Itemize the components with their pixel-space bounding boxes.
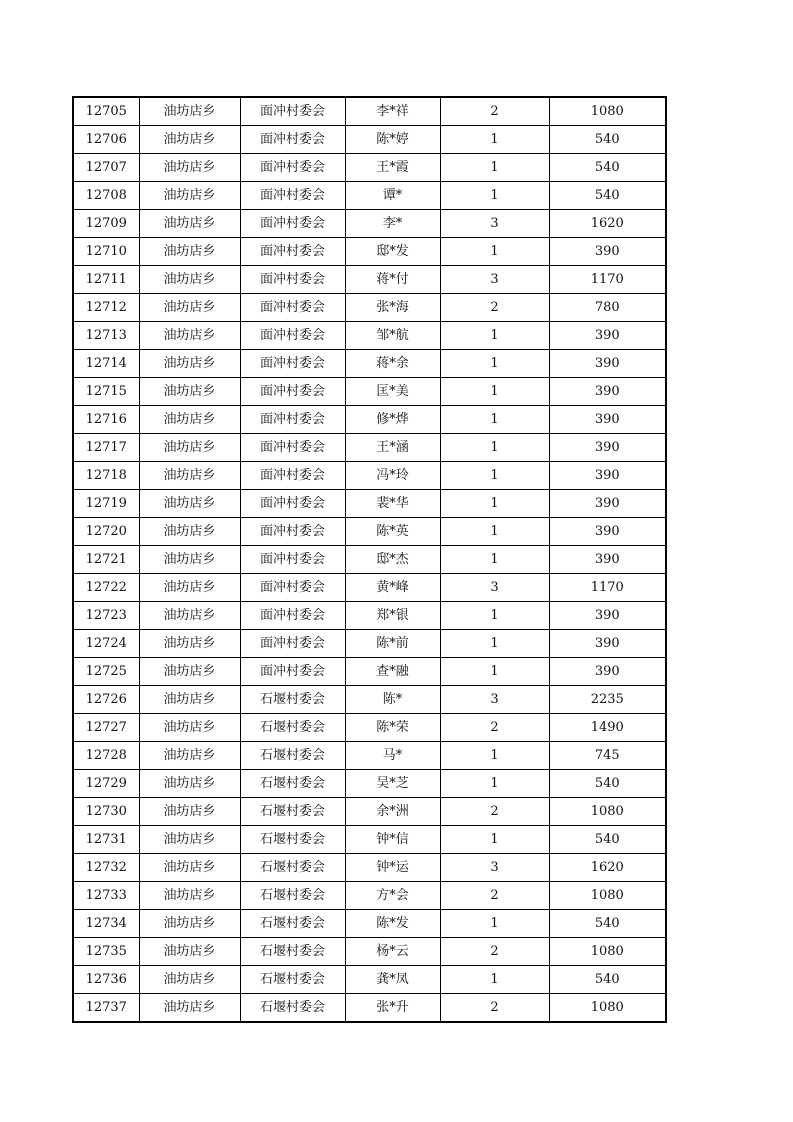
- household-size-cell: 1: [440, 322, 549, 350]
- record-number-cell: 12728: [73, 742, 139, 770]
- township-cell: 油坊店乡: [139, 770, 240, 798]
- amount-cell: 1620: [549, 854, 666, 882]
- record-number-cell: 12708: [73, 182, 139, 210]
- township-cell: 油坊店乡: [139, 518, 240, 546]
- amount-cell: 1080: [549, 798, 666, 826]
- township-cell: 油坊店乡: [139, 266, 240, 294]
- village-committee-cell: 石堰村委会: [240, 994, 345, 1023]
- record-number-cell: 12706: [73, 126, 139, 154]
- village-committee-cell: 面冲村委会: [240, 406, 345, 434]
- name-cell: 邹*航: [345, 322, 440, 350]
- village-committee-cell: 面冲村委会: [240, 574, 345, 602]
- name-cell: 钟*信: [345, 826, 440, 854]
- table-row: [73, 854, 666, 882]
- amount-cell: 390: [549, 462, 666, 490]
- record-number-cell: 12716: [73, 406, 139, 434]
- record-number-cell: 12721: [73, 546, 139, 574]
- township-cell: 油坊店乡: [139, 154, 240, 182]
- village-committee-cell: 石堰村委会: [240, 770, 345, 798]
- table-row: [73, 518, 666, 546]
- household-size-cell: 1: [440, 182, 549, 210]
- amount-cell: 390: [549, 546, 666, 574]
- record-number-cell: 12733: [73, 882, 139, 910]
- record-number-cell: 12727: [73, 714, 139, 742]
- household-size-cell: 1: [440, 910, 549, 938]
- record-number-cell: 12735: [73, 938, 139, 966]
- household-size-cell: 1: [440, 658, 549, 686]
- township-cell: 油坊店乡: [139, 658, 240, 686]
- township-cell: 油坊店乡: [139, 182, 240, 210]
- amount-cell: 540: [549, 770, 666, 798]
- table-row: [73, 714, 666, 742]
- amount-cell: 540: [549, 826, 666, 854]
- name-cell: 张*海: [345, 294, 440, 322]
- township-cell: 油坊店乡: [139, 994, 240, 1023]
- table-row: [73, 798, 666, 826]
- name-cell: 匡*美: [345, 378, 440, 406]
- name-cell: 李*祥: [345, 97, 440, 126]
- village-committee-cell: 面冲村委会: [240, 518, 345, 546]
- amount-cell: 1170: [549, 266, 666, 294]
- township-cell: 油坊店乡: [139, 546, 240, 574]
- amount-cell: 390: [549, 602, 666, 630]
- amount-cell: 1080: [549, 97, 666, 126]
- household-size-cell: 3: [440, 686, 549, 714]
- table-row: [73, 826, 666, 854]
- amount-cell: 390: [549, 322, 666, 350]
- village-committee-cell: 面冲村委会: [240, 602, 345, 630]
- household-size-cell: 1: [440, 770, 549, 798]
- table-row: [73, 938, 666, 966]
- name-cell: 张*升: [345, 994, 440, 1023]
- township-cell: 油坊店乡: [139, 854, 240, 882]
- table-row: [73, 97, 666, 126]
- township-cell: 油坊店乡: [139, 602, 240, 630]
- amount-cell: 1080: [549, 994, 666, 1023]
- name-cell: 吴*芝: [345, 770, 440, 798]
- township-cell: 油坊店乡: [139, 294, 240, 322]
- household-size-cell: 1: [440, 630, 549, 658]
- village-committee-cell: 面冲村委会: [240, 154, 345, 182]
- household-size-cell: 1: [440, 378, 549, 406]
- village-committee-cell: 石堰村委会: [240, 798, 345, 826]
- township-cell: 油坊店乡: [139, 938, 240, 966]
- amount-cell: 540: [549, 966, 666, 994]
- data-table: [72, 96, 667, 1023]
- amount-cell: 540: [549, 910, 666, 938]
- village-committee-cell: 面冲村委会: [240, 462, 345, 490]
- township-cell: 油坊店乡: [139, 378, 240, 406]
- name-cell: 陈*发: [345, 910, 440, 938]
- household-size-cell: 1: [440, 350, 549, 378]
- table-row: [73, 546, 666, 574]
- table-row: [73, 322, 666, 350]
- village-committee-cell: 面冲村委会: [240, 97, 345, 126]
- name-cell: 裴*华: [345, 490, 440, 518]
- household-size-cell: 1: [440, 434, 549, 462]
- household-size-cell: 2: [440, 714, 549, 742]
- name-cell: 钟*运: [345, 854, 440, 882]
- village-committee-cell: 面冲村委会: [240, 434, 345, 462]
- township-cell: 油坊店乡: [139, 434, 240, 462]
- table-row: [73, 266, 666, 294]
- amount-cell: 540: [549, 126, 666, 154]
- name-cell: 杨*云: [345, 938, 440, 966]
- township-cell: 油坊店乡: [139, 826, 240, 854]
- household-size-cell: 1: [440, 462, 549, 490]
- township-cell: 油坊店乡: [139, 686, 240, 714]
- village-committee-cell: 石堰村委会: [240, 966, 345, 994]
- name-cell: 余*洲: [345, 798, 440, 826]
- name-cell: 蒋*余: [345, 350, 440, 378]
- name-cell: 邸*发: [345, 238, 440, 266]
- amount-cell: 1620: [549, 210, 666, 238]
- township-cell: 油坊店乡: [139, 798, 240, 826]
- household-size-cell: 3: [440, 574, 549, 602]
- table-row: [73, 994, 666, 1023]
- table-row: [73, 462, 666, 490]
- table-row: [73, 406, 666, 434]
- township-cell: 油坊店乡: [139, 490, 240, 518]
- township-cell: 油坊店乡: [139, 714, 240, 742]
- village-committee-cell: 石堰村委会: [240, 938, 345, 966]
- name-cell: 王*涵: [345, 434, 440, 462]
- name-cell: 修*烨: [345, 406, 440, 434]
- township-cell: 油坊店乡: [139, 574, 240, 602]
- household-size-cell: 2: [440, 97, 549, 126]
- table-row: [73, 770, 666, 798]
- household-size-cell: 1: [440, 966, 549, 994]
- amount-cell: 390: [549, 378, 666, 406]
- amount-cell: 390: [549, 434, 666, 462]
- village-committee-cell: 面冲村委会: [240, 658, 345, 686]
- table-row: [73, 182, 666, 210]
- amount-cell: 390: [549, 238, 666, 266]
- township-cell: 油坊店乡: [139, 210, 240, 238]
- village-committee-cell: 面冲村委会: [240, 210, 345, 238]
- record-number-cell: 12705: [73, 97, 139, 126]
- village-committee-cell: 石堰村委会: [240, 882, 345, 910]
- household-size-cell: 1: [440, 406, 549, 434]
- township-cell: 油坊店乡: [139, 882, 240, 910]
- table-row: [73, 686, 666, 714]
- record-number-cell: 12730: [73, 798, 139, 826]
- township-cell: 油坊店乡: [139, 966, 240, 994]
- amount-cell: 390: [549, 490, 666, 518]
- household-size-cell: 1: [440, 126, 549, 154]
- village-committee-cell: 石堰村委会: [240, 714, 345, 742]
- township-cell: 油坊店乡: [139, 97, 240, 126]
- table-row: [73, 910, 666, 938]
- name-cell: 王*霞: [345, 154, 440, 182]
- record-number-cell: 12723: [73, 602, 139, 630]
- name-cell: 陈*荣: [345, 714, 440, 742]
- household-size-cell: 1: [440, 546, 549, 574]
- name-cell: 陈*英: [345, 518, 440, 546]
- township-cell: 油坊店乡: [139, 406, 240, 434]
- name-cell: 谭*: [345, 182, 440, 210]
- name-cell: 陈*前: [345, 630, 440, 658]
- record-number-cell: 12712: [73, 294, 139, 322]
- amount-cell: 2235: [549, 686, 666, 714]
- household-size-cell: 3: [440, 266, 549, 294]
- village-committee-cell: 石堰村委会: [240, 910, 345, 938]
- amount-cell: 390: [549, 350, 666, 378]
- amount-cell: 540: [549, 182, 666, 210]
- village-committee-cell: 面冲村委会: [240, 322, 345, 350]
- record-number-cell: 12732: [73, 854, 139, 882]
- record-number-cell: 12711: [73, 266, 139, 294]
- township-cell: 油坊店乡: [139, 630, 240, 658]
- amount-cell: 1170: [549, 574, 666, 602]
- village-committee-cell: 面冲村委会: [240, 294, 345, 322]
- household-size-cell: 2: [440, 938, 549, 966]
- table-row: [73, 490, 666, 518]
- record-number-cell: 12719: [73, 490, 139, 518]
- village-committee-cell: 面冲村委会: [240, 266, 345, 294]
- table-row: [73, 602, 666, 630]
- village-committee-cell: 石堰村委会: [240, 686, 345, 714]
- village-committee-cell: 石堰村委会: [240, 854, 345, 882]
- amount-cell: 780: [549, 294, 666, 322]
- township-cell: 油坊店乡: [139, 322, 240, 350]
- record-number-cell: 12709: [73, 210, 139, 238]
- household-size-cell: 1: [440, 154, 549, 182]
- record-number-cell: 12715: [73, 378, 139, 406]
- record-number-cell: 12718: [73, 462, 139, 490]
- name-cell: 黄*峰: [345, 574, 440, 602]
- household-size-cell: 1: [440, 518, 549, 546]
- amount-cell: 1080: [549, 882, 666, 910]
- record-number-cell: 12707: [73, 154, 139, 182]
- record-number-cell: 12724: [73, 630, 139, 658]
- record-number-cell: 12726: [73, 686, 139, 714]
- village-committee-cell: 石堰村委会: [240, 742, 345, 770]
- table-row: [73, 378, 666, 406]
- name-cell: 邸*杰: [345, 546, 440, 574]
- household-size-cell: 2: [440, 994, 549, 1023]
- township-cell: 油坊店乡: [139, 238, 240, 266]
- amount-cell: 1490: [549, 714, 666, 742]
- name-cell: 蒋*付: [345, 266, 440, 294]
- table-row: [73, 434, 666, 462]
- household-size-cell: 1: [440, 742, 549, 770]
- record-number-cell: 12722: [73, 574, 139, 602]
- name-cell: 郑*银: [345, 602, 440, 630]
- household-size-cell: 3: [440, 210, 549, 238]
- record-number-cell: 12720: [73, 518, 139, 546]
- table-row: [73, 966, 666, 994]
- village-committee-cell: 面冲村委会: [240, 378, 345, 406]
- township-cell: 油坊店乡: [139, 350, 240, 378]
- record-number-cell: 12731: [73, 826, 139, 854]
- village-committee-cell: 面冲村委会: [240, 546, 345, 574]
- village-committee-cell: 面冲村委会: [240, 630, 345, 658]
- table-row: [73, 630, 666, 658]
- household-size-cell: 2: [440, 294, 549, 322]
- township-cell: 油坊店乡: [139, 910, 240, 938]
- household-size-cell: 3: [440, 854, 549, 882]
- table-row: [73, 210, 666, 238]
- name-cell: 方*会: [345, 882, 440, 910]
- amount-cell: 540: [549, 154, 666, 182]
- record-number-cell: 12717: [73, 434, 139, 462]
- name-cell: 陈*婷: [345, 126, 440, 154]
- record-number-cell: 12713: [73, 322, 139, 350]
- amount-cell: 390: [549, 406, 666, 434]
- village-committee-cell: 面冲村委会: [240, 182, 345, 210]
- village-committee-cell: 面冲村委会: [240, 238, 345, 266]
- record-number-cell: 12734: [73, 910, 139, 938]
- name-cell: 龚*凤: [345, 966, 440, 994]
- amount-cell: 1080: [549, 938, 666, 966]
- name-cell: 李*: [345, 210, 440, 238]
- amount-cell: 390: [549, 630, 666, 658]
- household-size-cell: 1: [440, 238, 549, 266]
- village-committee-cell: 石堰村委会: [240, 826, 345, 854]
- table-row: [73, 574, 666, 602]
- name-cell: 冯*玲: [345, 462, 440, 490]
- township-cell: 油坊店乡: [139, 742, 240, 770]
- household-size-cell: 1: [440, 826, 549, 854]
- township-cell: 油坊店乡: [139, 462, 240, 490]
- table-row: [73, 350, 666, 378]
- table-row: [73, 294, 666, 322]
- record-number-cell: 12710: [73, 238, 139, 266]
- table-row: [73, 882, 666, 910]
- amount-cell: 390: [549, 518, 666, 546]
- name-cell: 查*融: [345, 658, 440, 686]
- table-row: [73, 742, 666, 770]
- village-committee-cell: 面冲村委会: [240, 490, 345, 518]
- township-cell: 油坊店乡: [139, 126, 240, 154]
- village-committee-cell: 面冲村委会: [240, 350, 345, 378]
- household-size-cell: 1: [440, 490, 549, 518]
- village-committee-cell: 面冲村委会: [240, 126, 345, 154]
- table-row: [73, 126, 666, 154]
- name-cell: 陈*: [345, 686, 440, 714]
- table-row: [73, 658, 666, 686]
- table-row: [73, 154, 666, 182]
- name-cell: 马*: [345, 742, 440, 770]
- record-number-cell: 12714: [73, 350, 139, 378]
- household-size-cell: 1: [440, 602, 549, 630]
- record-number-cell: 12737: [73, 994, 139, 1023]
- amount-cell: 745: [549, 742, 666, 770]
- household-size-cell: 2: [440, 798, 549, 826]
- record-number-cell: 12736: [73, 966, 139, 994]
- household-size-cell: 2: [440, 882, 549, 910]
- record-number-cell: 12725: [73, 658, 139, 686]
- amount-cell: 390: [549, 658, 666, 686]
- record-number-cell: 12729: [73, 770, 139, 798]
- table-body: [73, 97, 666, 1022]
- table-row: [73, 238, 666, 266]
